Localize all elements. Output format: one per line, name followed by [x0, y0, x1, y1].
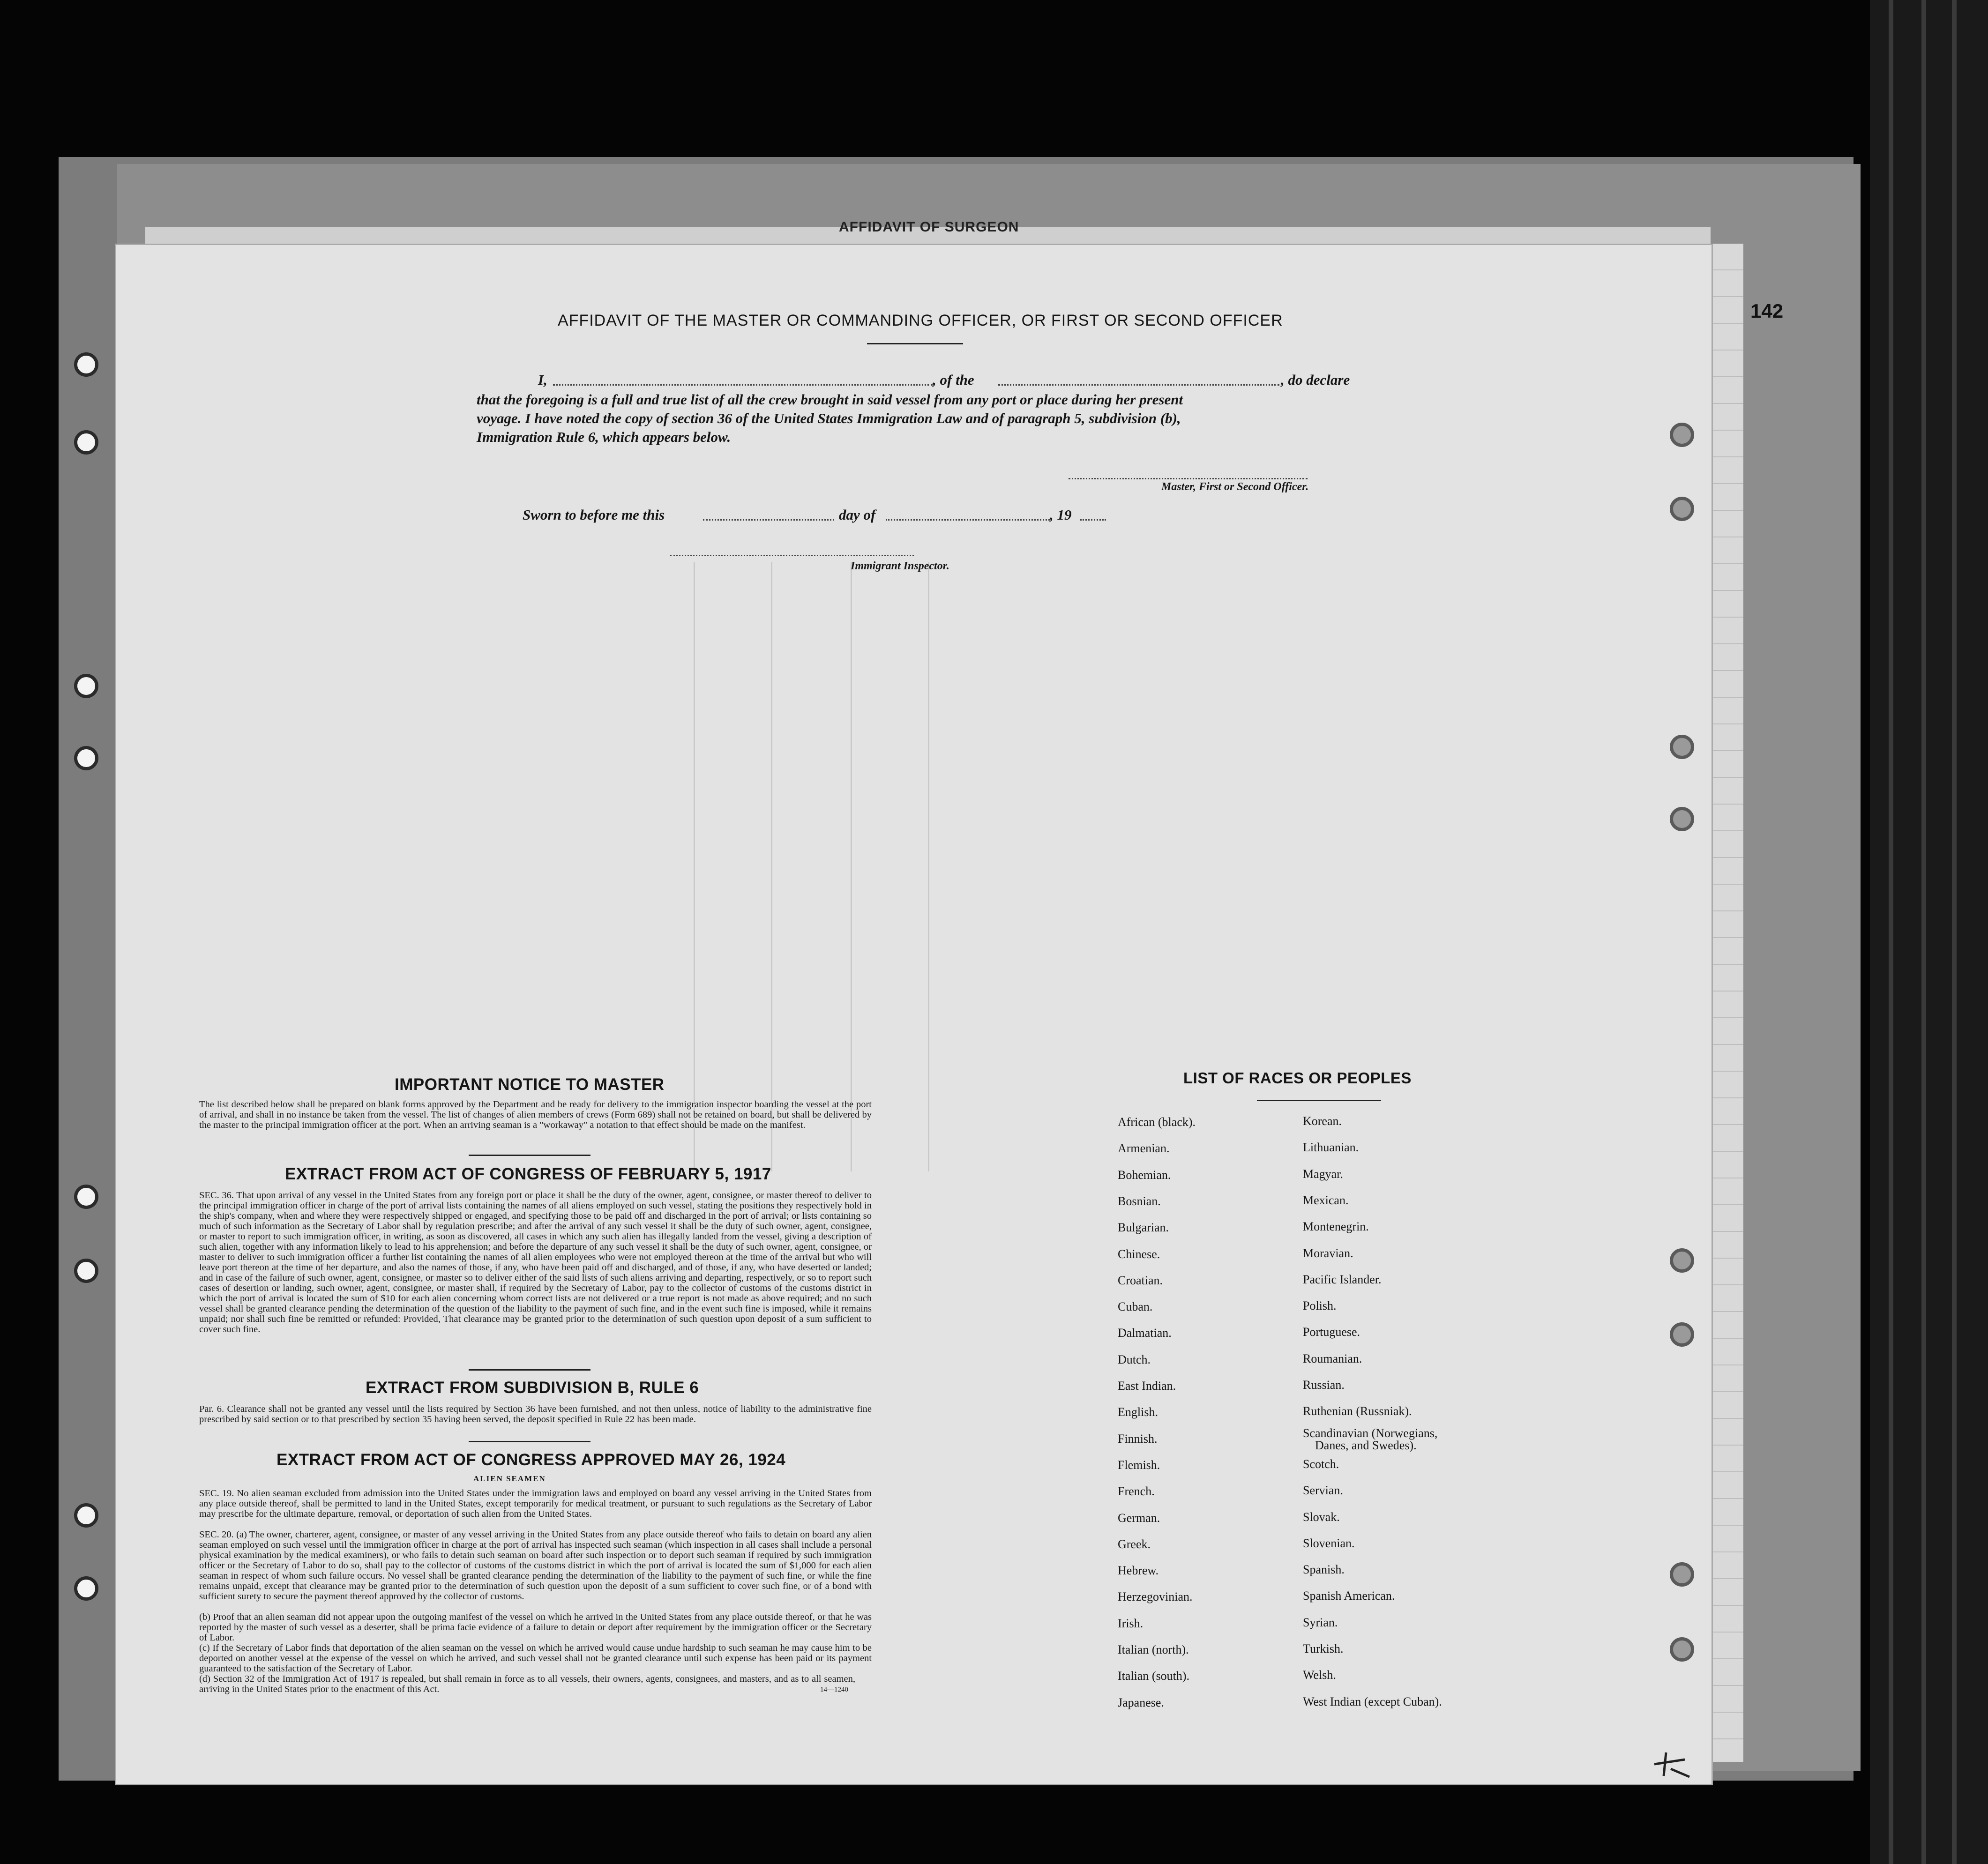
- bleed-line: [771, 562, 772, 1171]
- sworn-year-blank: [1080, 519, 1106, 521]
- notice-text: The list described below shall be prepared on blank forms approved by the Department and be ready for delivery to the immigration inspector boarding the vessel at the port of arrival, and shall in no instance be taken from the vessel. The list of changes of alien members of crews (Form 689) shall not be retained on board, but shall be delivered by the master to the principal immigration officer at the port. When an arriving seaman is a "workaway" a notation to that effect should be made on the manifest.: [199, 1099, 872, 1130]
- races-underline: [1257, 1100, 1381, 1101]
- race-item: Welsh.: [1303, 1668, 1336, 1682]
- sec-20a-text: SEC. 20. (a) The owner, charterer, agent, consignee, or master of any vessel arriving in the United States from any place outside thereof who fails to detain on board any alien seaman employed on such vessel until the immigration officer in charge at the port of arrival has inspected such seaman (which inspection in all cases shall include a personal physical examination by the medical examiners), or who fails to detain such seaman on board after such inspection or to deport such seaman if required by such immigration officer or the Secretary of Labor to do so, shall pay to the collector of customs of the customs district in which the port of arrival is located the sum of $1,000 for each alien seaman in respect of whom such failure occurs. No vessel shall be granted clearance pending the determination of the liability to the payment of such fine, or while the fine remains unpaid, except that clearance may be granted prior to the determination of such question upon the deposit of a sum sufficient to cover such fine, or of a bond with sufficient surety to secure the payment thereof approved by the collector of customs.: [199, 1529, 872, 1602]
- name-blank: [553, 384, 933, 386]
- dark-margin: [1870, 0, 1988, 1864]
- race-item: Bohemian.: [1118, 1168, 1171, 1182]
- race-item: Scotch.: [1303, 1457, 1339, 1471]
- affidavit-i-label: I,: [538, 372, 547, 388]
- punch-hole: [1670, 423, 1694, 447]
- race-item: Greek.: [1118, 1537, 1151, 1551]
- punch-hole: [1670, 1637, 1694, 1662]
- race-item: Pacific Islander.: [1303, 1272, 1382, 1286]
- notice-heading: IMPORTANT NOTICE TO MASTER: [395, 1075, 665, 1094]
- race-item: Spanish American.: [1303, 1589, 1395, 1603]
- punch-hole: [1670, 497, 1694, 521]
- punch-hole: [74, 746, 98, 770]
- divider: [469, 1155, 590, 1156]
- affidavit-of-the-label: , of the: [933, 372, 974, 388]
- race-item: Moravian.: [1303, 1246, 1353, 1260]
- race-item: Bulgarian.: [1118, 1221, 1169, 1235]
- race-item: Magyar.: [1303, 1167, 1343, 1181]
- race-item: Polish.: [1303, 1299, 1337, 1313]
- race-item: Herzegovinian.: [1118, 1590, 1193, 1604]
- race-item: Lithuanian.: [1303, 1141, 1359, 1155]
- affidavit-title: AFFIDAVIT OF THE MASTER OR COMMANDING OFFICER, OR FIRST OR SECOND OFFICER: [558, 312, 1283, 329]
- race-item: Mexican.: [1303, 1193, 1349, 1207]
- punch-hole: [74, 1503, 98, 1528]
- race-item: Japanese.: [1118, 1695, 1164, 1709]
- race-item: German.: [1118, 1511, 1160, 1525]
- page-number: 142: [1750, 300, 1784, 322]
- punch-hole: [1670, 807, 1694, 831]
- vessel-blank: [998, 384, 1279, 386]
- punch-hole: [74, 1185, 98, 1209]
- race-item: Flemish.: [1118, 1458, 1160, 1472]
- sworn-day-label: day of: [839, 507, 876, 523]
- sec-20c-text: (c) If the Secretary of Labor finds that deportation of the alien seaman on the vessel on which he arrived would cause undue hardship to such seaman he may cause him to be deported on another vessel at the expense of the vessel on which he arrived, and such vessel shall not be granted clearance until such expense has been paid or its payment guaranteed to the satisfaction of the Secretary of Labor.: [199, 1643, 872, 1674]
- signature-line: [1069, 478, 1308, 479]
- races-heading: LIST OF RACES OR PEOPLES: [1183, 1069, 1412, 1087]
- extract-1917-text: SEC. 36. That upon arrival of any vessel in the United States from any foreign port or place it shall be the duty of the owner, agent, consignee, or master thereof to deliver to the principal immigration officer in charge of the port of arrival lists containing the names of all aliens employed on such vessel, stating the positions they respectively hold in the ship's company, when and where they were respectively shipped or engaged, and specifying those to be paid off and discharged in the port of arrival; or lists containing so much of such information as the Secretary of Labor shall by regulation prescribe; and after the arrival of any such vessel it shall be the duty of such owner, agent, consignee, or master to report to such immigration officer, in writing, as soon as discovered, all cases in which any such alien has illegally landed from the vessel, giving a description of such alien, together with any information likely to lead to his apprehension; and before the departure of any such vessel it shall be the duty of such owner, agent, consignee, or master to deliver to such immigration officer a further list containing the names of all alien employees who were not employed thereon at the time of the arrival but who will leave port thereon at the time of her departure, and also the names of those, if any, who have been paid off and discharged, and of those, if any, who have deserted or landed; and in case of the failure of such owner, agent, consignee, or master so to deliver either of the said lists of such aliens arriving and departing, respectively, or so to report such cases of desertion or landing, such owner, agent, consignee, or master shall, if required by the Secretary of Labor, pay to the collector of customs of the customs district in which the port of arrival is located the sum of $10 for each alien concerning whom correct lists are not delivered or a true report is not made as above required; and no such vessel shall be granted clearance pending the determination of the question of the liability to the payment of such fine, and in the event such fine is imposed, while it remains unpaid; nor shall such fine be remitted or refunded: Provided, That clearance may be granted prior to the determination of such question upon deposit of a sum sufficient to cover such fine.: [199, 1190, 872, 1335]
- race-item: Hebrew.: [1118, 1564, 1159, 1578]
- affidavit-line-2: that the foregoing is a full and true list of all the crew brought in said vessel from any port or place during her present: [477, 391, 1183, 408]
- punch-hole: [1670, 1248, 1694, 1273]
- race-item: Chinese.: [1118, 1247, 1160, 1261]
- punch-hole: [74, 352, 98, 377]
- race-item: Roumanian.: [1303, 1351, 1362, 1365]
- race-item: French.: [1118, 1484, 1155, 1499]
- race-item: Italian (north).: [1118, 1643, 1189, 1656]
- race-item: Croatian.: [1118, 1273, 1163, 1287]
- punch-hole: [74, 1576, 98, 1601]
- race-item: Irish.: [1118, 1616, 1143, 1630]
- race-item: Spanish.: [1303, 1563, 1345, 1577]
- race-item: Finnish.: [1118, 1432, 1158, 1446]
- sworn-month-blank: [886, 519, 1052, 521]
- race-item: East Indian.: [1118, 1379, 1176, 1393]
- extract-1924-heading: EXTRACT FROM ACT OF CONGRESS APPROVED MAY 26, 1924: [277, 1451, 786, 1469]
- race-item: Russian.: [1303, 1378, 1345, 1392]
- divider: [469, 1441, 590, 1442]
- inspector-label: Immigrant Inspector.: [851, 560, 949, 572]
- race-item: West Indian (except Cuban).: [1303, 1694, 1442, 1708]
- punch-hole: [1670, 1562, 1694, 1587]
- bleed-line: [851, 562, 852, 1171]
- sworn-prefix: Sworn to before me this: [523, 507, 665, 523]
- race-item: African (black).: [1118, 1115, 1196, 1129]
- sworn-year-label: , 19: [1050, 507, 1072, 523]
- race-item: Turkish.: [1303, 1642, 1344, 1655]
- sec-20b-text: (b) Proof that an alien seaman did not appear upon the outgoing manifest of the vessel on which he arrived in the United States from any place outside thereof, or that he was reported by the master of such vessel as a deserter, shall be prima facie evidence of a failure to detain or deport after requirement by the immigration officer or the Secretary of Labor.: [199, 1612, 872, 1643]
- alien-seamen-subheading: ALIEN SEAMEN: [473, 1474, 546, 1483]
- signature-label: Master, First or Second Officer.: [1161, 481, 1309, 493]
- punch-hole: [1670, 735, 1694, 759]
- bleed-line: [694, 562, 695, 1171]
- race-item: Korean.: [1303, 1114, 1342, 1128]
- race-item: Slovenian.: [1303, 1536, 1355, 1550]
- race-item: Slovak.: [1303, 1510, 1340, 1524]
- corner-mark: [1652, 1748, 1694, 1781]
- race-item: Syrian.: [1303, 1615, 1338, 1629]
- sworn-date-blank: [703, 519, 834, 521]
- extract-rule6-heading: EXTRACT FROM SUBDIVISION B, RULE 6: [366, 1379, 699, 1397]
- title-underline: [867, 343, 963, 344]
- race-item: Ruthenian (Russniak).: [1303, 1404, 1412, 1418]
- affidavit-declare-label: , do declare: [1281, 372, 1350, 388]
- divider: [469, 1369, 590, 1371]
- race-item: Dutch.: [1118, 1352, 1151, 1366]
- race-item: English.: [1118, 1405, 1158, 1419]
- race-item: Armenian.: [1118, 1141, 1170, 1156]
- affidavit-line-4: Immigration Rule 6, which appears below.: [477, 429, 731, 445]
- bleed-line: [928, 562, 929, 1171]
- punch-hole: [74, 674, 98, 698]
- form-number: 14—1240: [820, 1686, 848, 1693]
- sec-20d-text: (d) Section 32 of the Immigration Act of 1917 is repealed, but shall remain in force as to all vessels, their owners, agents, consignees, and masters, and as to all seamen, arriving in the United States prior to the enactment of this Act.: [199, 1674, 855, 1694]
- race-item: Dalmatian.: [1118, 1326, 1172, 1340]
- affidavit-line-3: voyage. I have noted the copy of section 36 of the United States Immigration Law and of paragraph 5, subdivision (b),: [477, 410, 1181, 426]
- underlying-sheet-label: AFFIDAVIT OF SURGEON: [839, 219, 1019, 235]
- punch-hole: [1670, 1322, 1694, 1347]
- punch-hole: [74, 430, 98, 455]
- race-item: Cuban.: [1118, 1300, 1153, 1314]
- race-item: Bosnian.: [1118, 1194, 1161, 1208]
- race-item: Scandinavian (Norwegians, Danes, and Swedes).: [1303, 1426, 1438, 1452]
- race-item: Servian.: [1303, 1484, 1343, 1498]
- race-item: Italian (south).: [1118, 1669, 1190, 1683]
- race-item: Portuguese.: [1303, 1325, 1360, 1339]
- punch-hole: [74, 1259, 98, 1283]
- inspector-line: [670, 555, 914, 556]
- race-item: Montenegrin.: [1303, 1220, 1369, 1234]
- extract-rule6-text: Par. 6. Clearance shall not be granted any vessel until the lists required by Section 36 have been furnished, and not then unless, notice of liability to the administrative fine prescribed by said section or to that prescribed by section 35 having been served, the deposit specified in Rule 22 has been made.: [199, 1404, 872, 1424]
- sec-19-text: SEC. 19. No alien seaman excluded from admission into the United States under the immigration laws and employed on board any vessel arriving in the United States from any place outside thereof, shall be permitted to land in the United States, except temporarily for medical treatment, or pursuant to such regulations as the Secretary of Labor may prescribe for the ultimate departure, removal, or deportation of such alien from the United States.: [199, 1488, 872, 1519]
- extract-1917-heading: EXTRACT FROM ACT OF CONGRESS OF FEBRUARY 5, 1917: [285, 1165, 771, 1183]
